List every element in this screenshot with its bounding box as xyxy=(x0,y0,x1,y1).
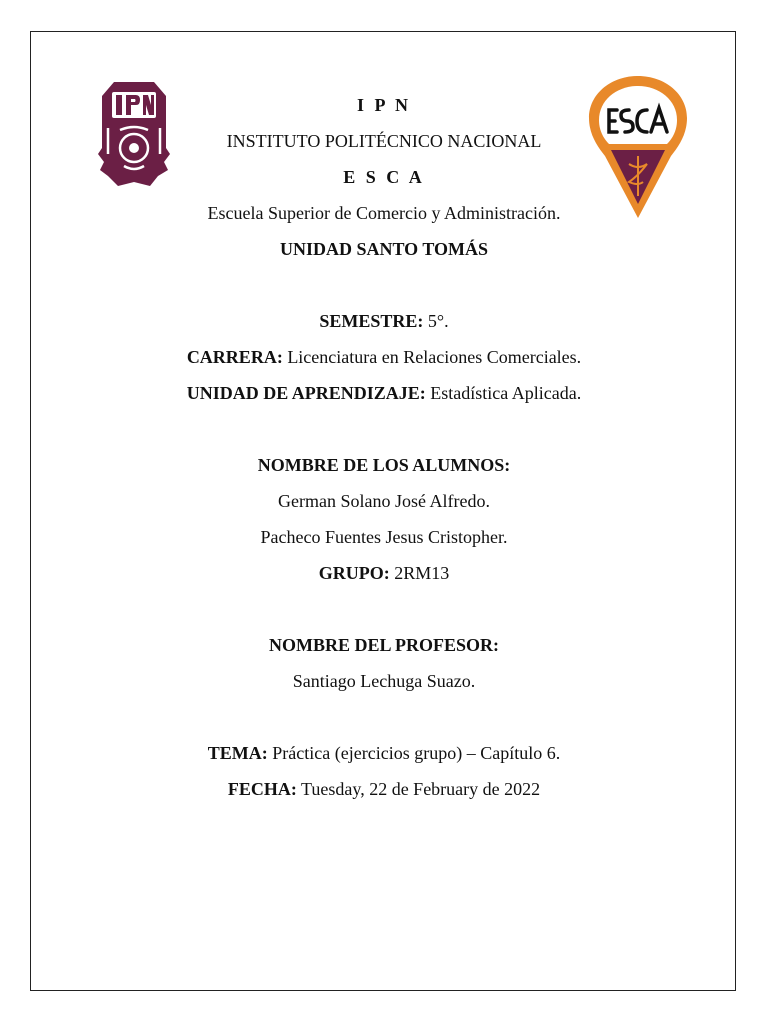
career-line xyxy=(0,346,768,368)
student-name: Pacheco Fuentes Jesus Cristopher. xyxy=(260,527,508,547)
date-label: FECHA: xyxy=(227,779,297,799)
semester-value: 5°. xyxy=(423,311,449,331)
professor-name: Santiago Lechuga Suazo. xyxy=(292,671,476,691)
group-line xyxy=(0,562,768,584)
students-heading: NOMBRE DE LOS ALUMNOS: xyxy=(257,455,511,475)
professor-heading: NOMBRE DEL PROFESOR: xyxy=(268,635,500,655)
school-acronym: E S C A xyxy=(343,167,425,187)
topic-line xyxy=(0,742,768,764)
school-name: Escuela Superior de Comercio y Administración. xyxy=(207,203,561,223)
date-value: Tuesday, 22 de February de 2022 xyxy=(296,779,541,799)
semester-label: SEMESTRE: xyxy=(319,311,424,331)
learning-unit-line xyxy=(0,382,768,404)
career-label: CARRERA: xyxy=(186,347,283,367)
campus-unit: UNIDAD SANTO TOMÁS xyxy=(279,239,489,259)
career-value: Licenciatura en Relaciones Comerciales. xyxy=(282,347,582,367)
group-value: 2RM13 xyxy=(389,563,450,583)
student-name: German Solano José Alfredo. xyxy=(278,491,490,511)
topic-label: TEMA: xyxy=(207,743,268,763)
learning-unit-label: UNIDAD DE APRENDIZAJE: xyxy=(186,383,426,403)
learning-unit-value: Estadística Aplicada. xyxy=(425,383,582,403)
institution-name: INSTITUTO POLITÉCNICO NACIONAL xyxy=(226,131,542,151)
group-label: GRUPO: xyxy=(318,563,390,583)
topic-value: Práctica (ejercicios grupo) – Capítulo 6. xyxy=(267,743,561,763)
semester-line xyxy=(0,310,768,332)
ipn-acronym: I P N xyxy=(356,95,411,115)
date-line xyxy=(0,778,768,800)
